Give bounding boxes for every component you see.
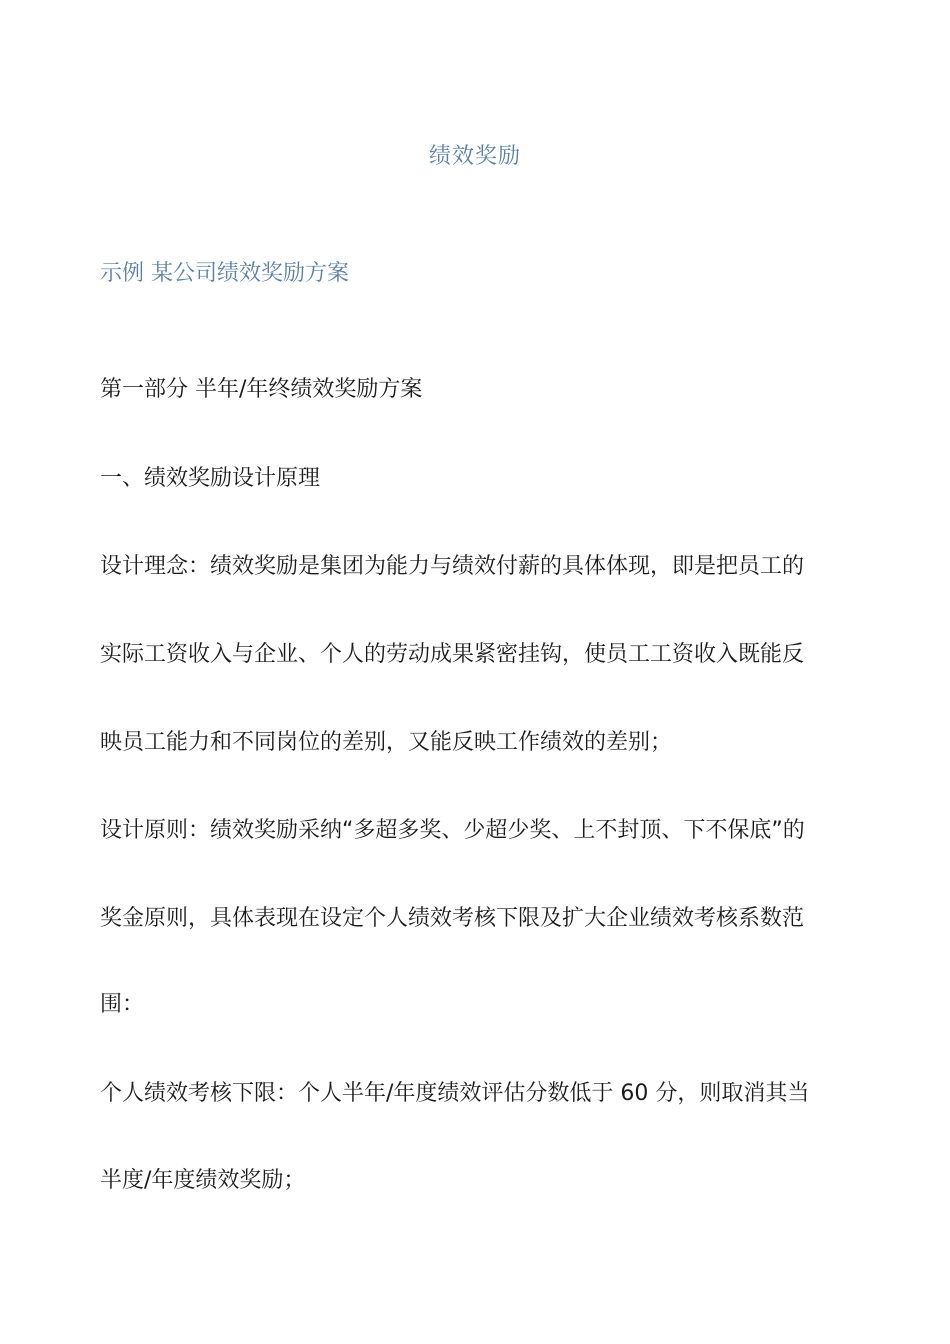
paragraph-line: 奖金原则，具体表现在设定个人绩效考核下限及扩大企业绩效考核系数范 (100, 906, 805, 931)
paragraph-line: 个人绩效考核下限：个人半年/年度绩效评估分数低于 60 分，则取消其当 (100, 1081, 810, 1106)
paragraph-line: 映员工能力和不同岗位的差别，又能反映工作绩效的差别； (100, 730, 673, 755)
section-heading-part-one: 第一部分 半年/年终绩效奖励方案 (100, 377, 423, 402)
paragraph-line: 实际工资收入与企业、个人的劳动成果紧密挂钩，使员工工资收入既能反 (100, 642, 805, 667)
document-subtitle: 示例 某公司绩效奖励方案 (100, 261, 349, 286)
paragraph-line: 半度/年度绩效奖励； (100, 1168, 306, 1193)
paragraph-line: 设计原则：绩效奖励采纳“多超多奖、少超少奖、上不封顶、下不保底”的 (100, 818, 805, 843)
document-title: 绩效奖励 (428, 144, 521, 169)
paragraph-line: 设计理念：绩效奖励是集团为能力与绩效付薪的具体体现，即是把员工的 (100, 554, 805, 579)
paragraph-line: 围： (100, 992, 145, 1017)
section-heading-design-principle: 一、绩效奖励设计原理 (100, 466, 321, 491)
